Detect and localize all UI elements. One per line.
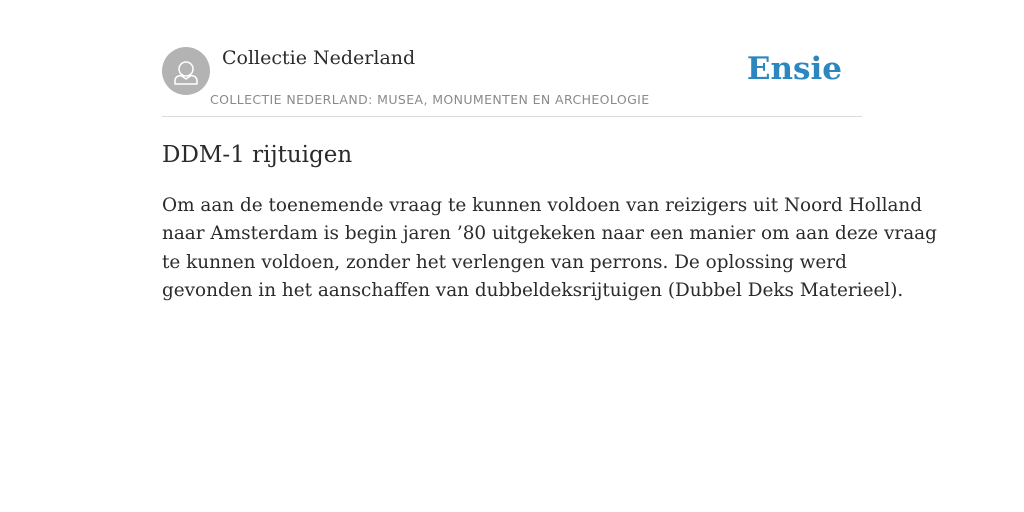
ensie-logo[interactable]: Ensie [746,51,842,87]
article-body-line: naar Amsterdam is begin jaren ’80 uitgekeken naar een manier om aan deze vraag [162,223,937,245]
article-body-line: Om aan de toenemende vraag te kunnen voldoen van reizigers uit Noord Holland [162,195,923,216]
user-icon [162,47,210,95]
article-body [162,192,937,305]
article-body-line: te kunnen voldoen, zonder het verlengen van perrons. De oplossing werd [162,251,847,273]
author-name-link[interactable]: Collectie Nederland [222,47,416,69]
author-avatar[interactable] [162,47,210,95]
article-body-line: gevonden in het aanschaffen van dubbeldeksrijtuigen (Dubbel Deks Materieel). [162,279,904,301]
article-title: DDM-1 rijtuigen [162,142,353,168]
page-container [162,0,937,512]
author-header [162,0,862,117]
author-subtitle-link[interactable]: COLLECTIE NEDERLAND: MUSEA, MONUMENTEN EN ARCHEOLOGIE [210,92,650,107]
